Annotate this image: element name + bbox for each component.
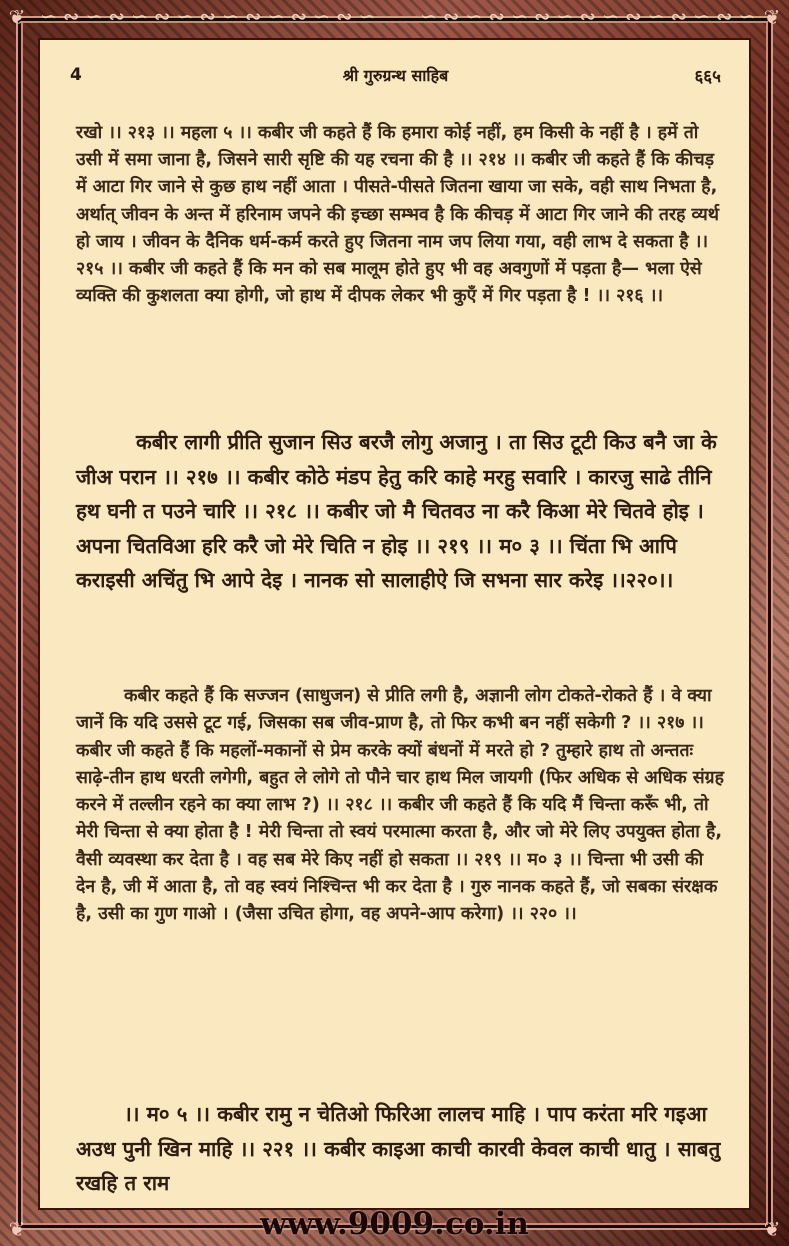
gurbani-verse-block-1 <box>76 425 727 598</box>
corner-ornament-tl: ❦ <box>8 5 26 29</box>
verse-text-1: कबीर लागी प्रीति सुजान सिउ बरजै लोगु अजानु । ता सिउ टूटी किउ बनै जा के जीअ परान ।। २१७ ।। कबीर कोठे मंडप हेतु करि काहे मरहु सवारि । कारजु साढे तीनि हथ घनी त पउने चारि ।। २१८ ।। कबीर जो मै चितवउ ना करै किआ मेरे चितवे होइ । अपना चितविआ हरि करै जो मेरे चिति न होइ ।। २१९ ।। म० ३ ।। चिंता भि आपि कराइसी अचिंतु भि आपे देइ । नानक सो सालाहीऐ जि सभना सार करेइ ।।२२०।। <box>76 430 717 592</box>
page-header <box>70 62 721 88</box>
commentary-text-2: कबीर कहते हैं कि सज्जन (साधुजन) से प्रीति लगी है, अज्ञानी लोग टोकते-रोकते हैं । वे क्या जानें कि यदि उससे टूट गई, जिसका सब जीव-प्राण है, तो फिर कभी बन नहीं सकेगी ? ।। २१७ ।। कबीर जी कहते हैं कि महलों-मकानों से प्रेम करके क्यों बंधनों में मरते हो ? तुम्हारे हाथ तो अन्ततः साढ़े-तीन हाथ धरती लगेगी, बहुत ले लोगे तो पौने चार हाथ मिल जायगी (फिर अधिक से अधिक संग्रह करने में तल्लीन रहने का क्या लाभ ?) ।। २१८ ।। कबीर जी कहते हैं कि यदि मैं चिन्ता करूँ भी, तो मेरी चिन्ता से क्या होता है ! मेरी चिन्ता तो स्वयं परमात्मा करता है, और जो मेरे लिए उपयुक्त होता है, वैसी व्यवस्था कर देता है । वह सब मेरे किए नहीं हो सकता ।। २१९ ।। म० ३ ।। चिन्ता भी उसी की देन है, जी में आता है, तो वह स्वयं निश्चिन्त भी कर देता है । गुरु नानक कहते हैं, जो सबका संरक्षक है, उसी का गुण गाओ । (जैसा उचित होगा, वह अपने-आप करेगा) ।। २२० ।। <box>76 686 724 925</box>
scripture-page <box>38 38 751 1210</box>
commentary-text-1: रखो ।। २१३ ।। महला ५ ।। कबीर जी कहते हैं कि हमारा कोई नहीं, हम किसी के नहीं है । हमें तो उसी में समा जाना है, जिसने सारी सृष्टि की यह रचना की है ।। २१४ ।। कबीर जी कहते हैं कि कीचड़ में आटा गिर जाने से कुछ हाथ नहीं आता । पीसते-पीसते जितना खाया जा सके, वही साथ निभता है, अर्थात् जीवन के अन्त में हरिनाम जपने की इच्छा सम्भव है कि कीचड़ में आटा गिर जाने की तरह व्यर्थ हो जाय । जीवन के दैनिक धर्म-कर्म करते हुए जितना नाम जप लिया गया, वही लाभ दे सकता है ।। २१५ ।। कबीर जी कहते हैं कि मन को सब मालूम होते हुए भी वह अवगुणों में पड़ता है— भला ऐसे व्यक्ति की कुशलता क्या होगी, जो हाथ में दीपक लेकर भी कुएँ में गिर पड़ता है ! ।। २१६ ।। <box>76 123 719 307</box>
corner-ornament-tr: ❦ <box>763 5 781 29</box>
page-title: श्री गुरुग्रन्थ साहिब <box>342 66 449 85</box>
commentary-block-2 <box>76 683 727 929</box>
corner-ornament-bl: ❦ <box>8 1217 26 1241</box>
commentary-block-1 <box>76 120 727 310</box>
page-number-right: ६६५ <box>694 66 721 87</box>
corner-ornament-br: ❦ <box>763 1217 781 1241</box>
top-flourish-left: ∽∾∽∾∽∾∽∾∽∾∽∾∽∾∽ <box>40 4 382 28</box>
page-number-left: 4 <box>70 65 82 85</box>
website-url[interactable]: www.9009.co.in <box>260 1206 529 1242</box>
top-flourish-right: ∽∾∽∾∽∾∽∾∽∾∽∾∽∾∽ <box>420 4 762 28</box>
verse-text-2: ।। म० ५ ।। कबीर रामु न चेतिओ फिरिआ लालच माहि । पाप करंता मरि गइआ अउध पुनी खिन माहि ।। २२१ ।। कबीर काइआ काची कारवी केवल काची धातु । साबतु रखहि त राम <box>76 1102 721 1195</box>
gurbani-verse-block-2 <box>76 1097 727 1201</box>
